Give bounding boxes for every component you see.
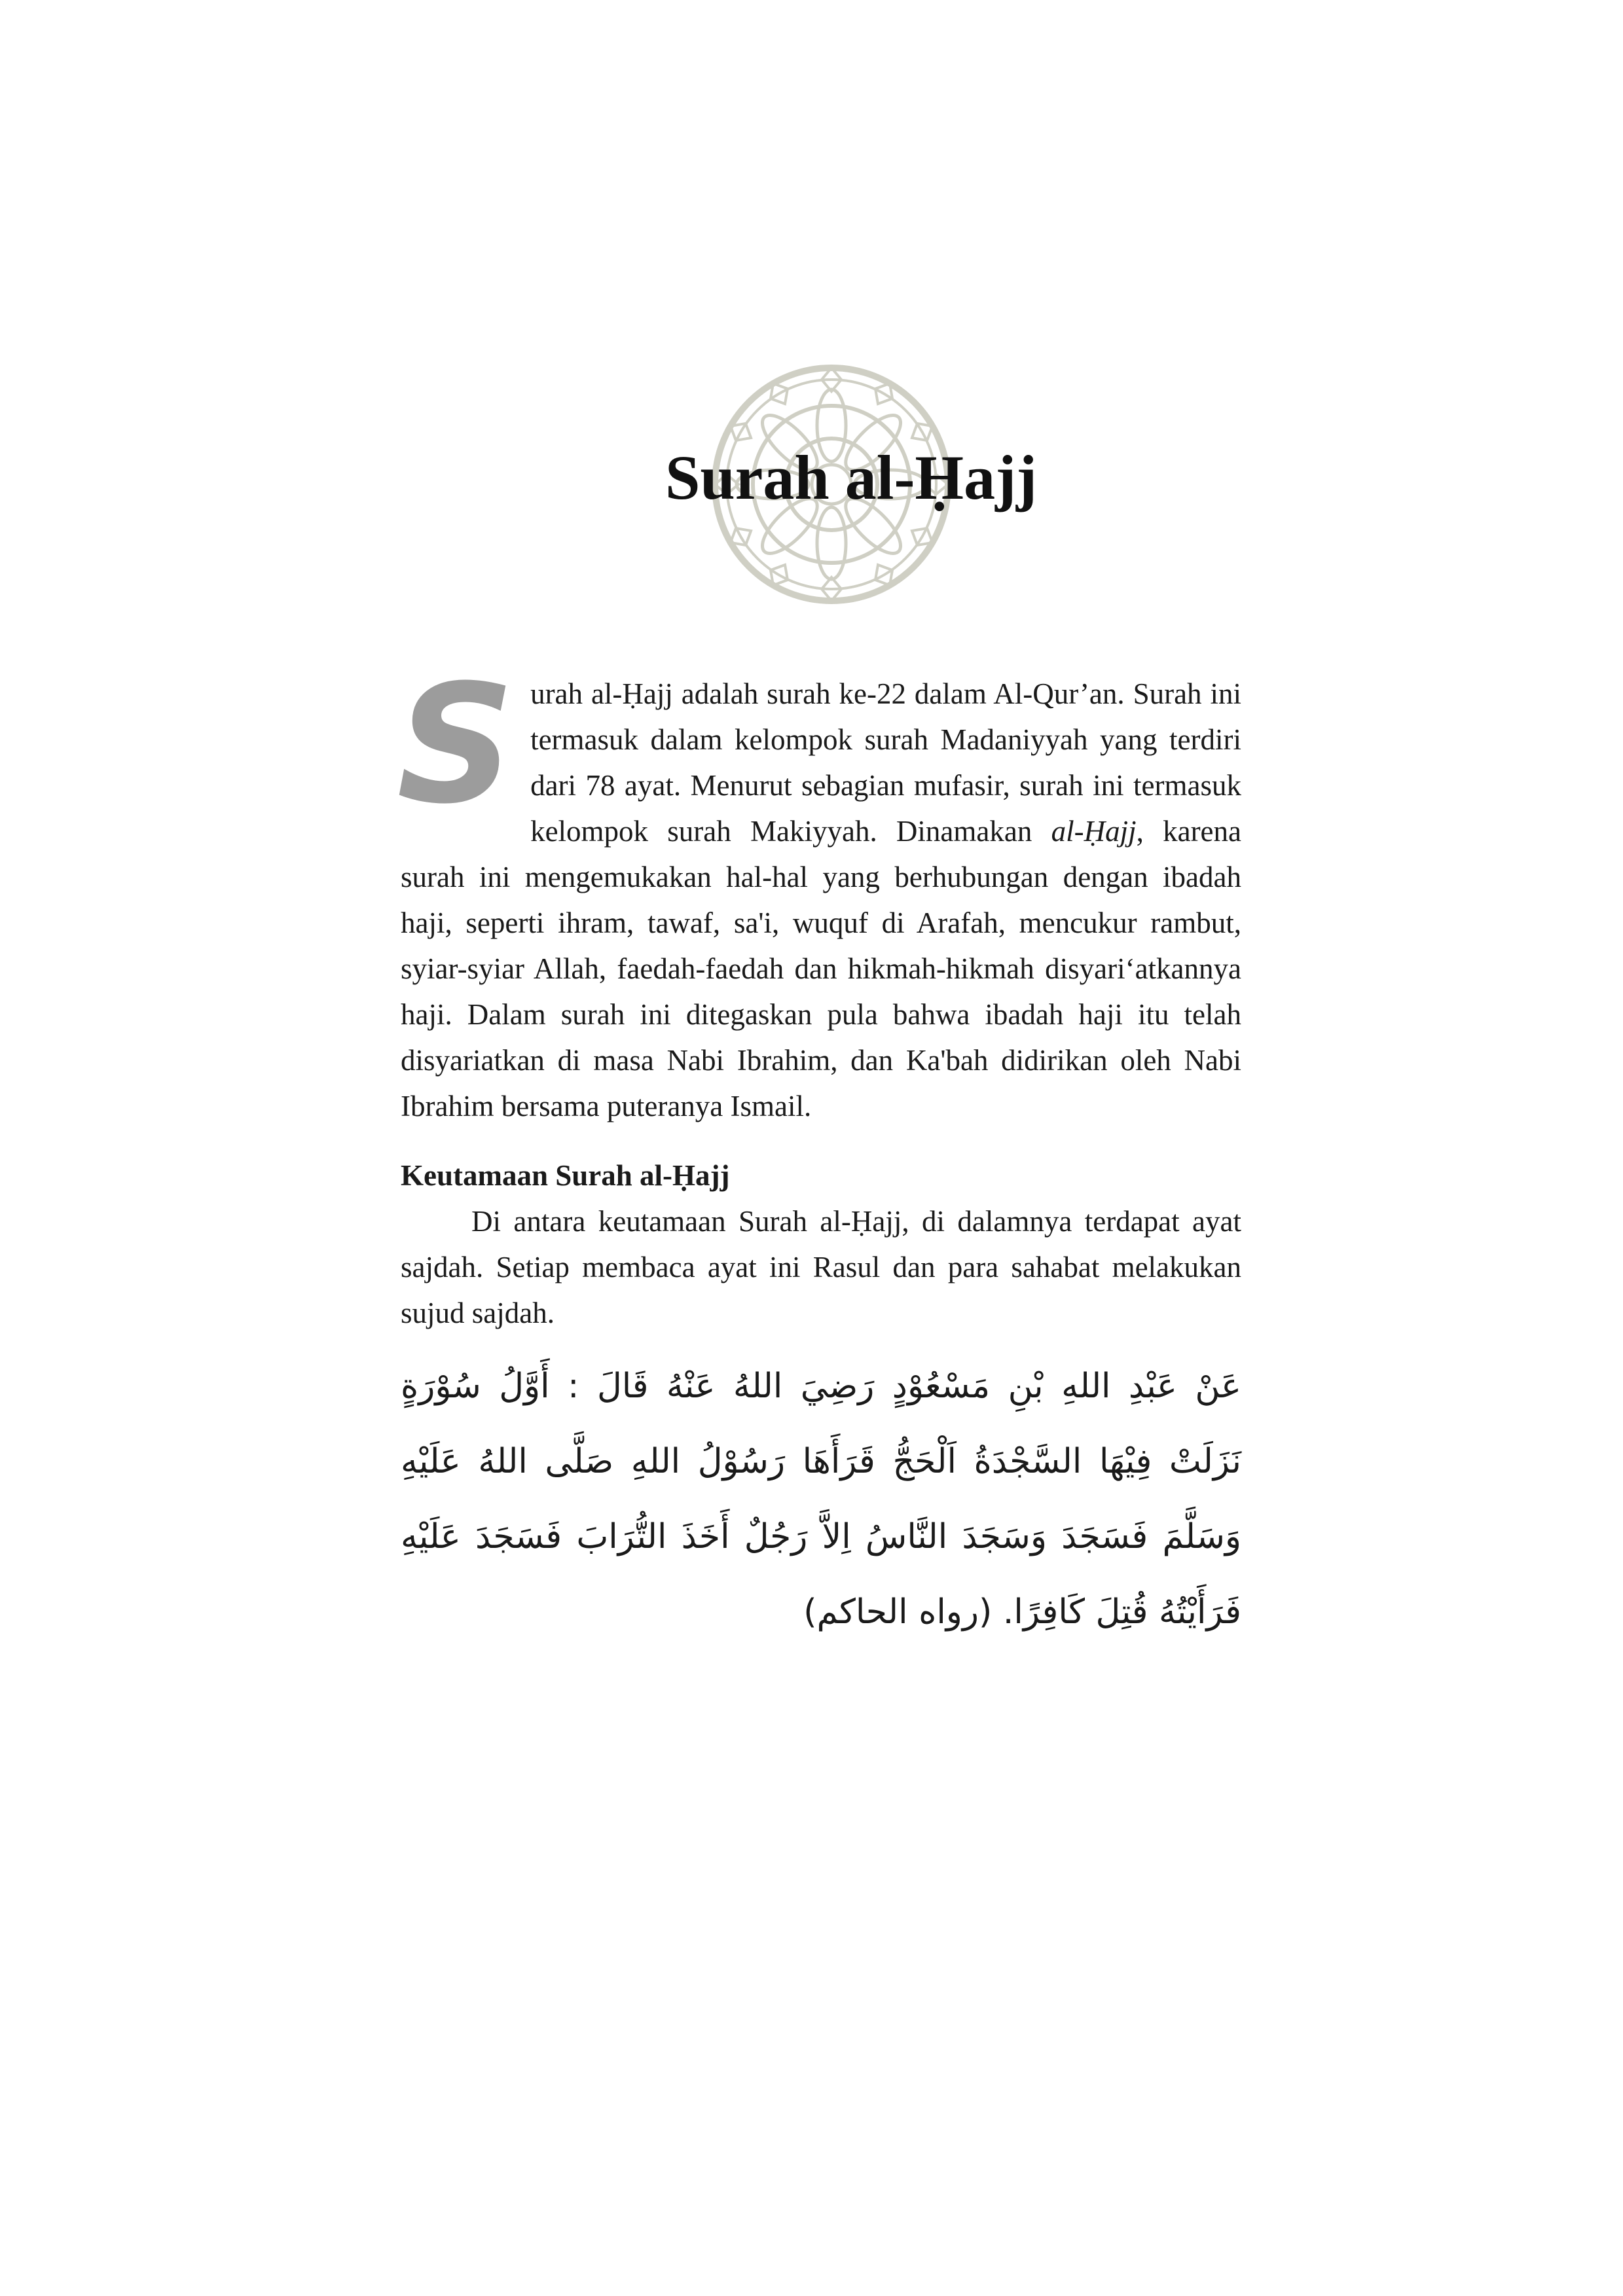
section-heading: Keutamaan Surah al-Ḥajj bbox=[401, 1159, 730, 1192]
intro-italic-term: al-Ḥajj bbox=[1051, 815, 1137, 848]
intro-paragraph bbox=[397, 649, 1242, 1129]
intro-text-part2: , karena surah ini mengemukakan hal-hal yang berhubungan dengan ibadah haji, seperti ihram, tawaf, sa'i, wuquf di Arafah, mencukur rambut, syiar-syiar Allah, faedah-faedah dan hikmah-hikmah disyari‘atkannya haji. Dalam surah ini ditegaskan pula bahwa ibadah haji itu telah disyariatkan di masa Nabi Ibrahim, dan Ka'bah didirikan oleh Nabi Ibrahim bersama puteranya Ismail. bbox=[401, 815, 1242, 1122]
section-body: Di antara keutamaan Surah al-Ḥajj, di dalamnya terdapat ayat sajdah. Setiap membaca ayat ini Rasul dan para sahabat melakukan sujud sajdah. bbox=[401, 1205, 1241, 1329]
main-content bbox=[397, 649, 1242, 1650]
drop-cap: S bbox=[397, 649, 515, 840]
intro-text-part1: urah al-Ḥajj adalah surah ke-22 dalam Al-Qur’an. Surah ini termasuk dalam kelompok surah Madaniyyah yang terdiri dari 78 ayat. Menurut sebagian mufasir, surah ini termasuk kelompok surah Makiyyah. Dinamakan bbox=[530, 677, 1241, 848]
hadith-arabic-text: عَنْ عَبْدِ اللهِ بْنِ مَسْعُوْدٍ رَضِيَ اللهُ عَنْهُ قَالَ : أَوَّلُ سُوْرَةٍ نَزَلَتْ فِيْهَا السَّجْدَةُ اَلْحَجُّ قَرَأَهَا رَسُوْلُ اللهِ صَلَّى اللهُ عَلَيْهِ وَسَلَّمَ فَسَجَدَ وَسَجَدَ النَّاسُ اِلاَّ رَجُلٌ أَخَذَ التُّرَابَ فَسَجَدَ عَلَيْهِ فَرَأَيْتُهُ قُتِلَ كَافِرًا. (رواه الحاكم) bbox=[401, 1367, 1241, 1632]
page-title: Surah al-Ḥajj bbox=[665, 442, 1038, 512]
